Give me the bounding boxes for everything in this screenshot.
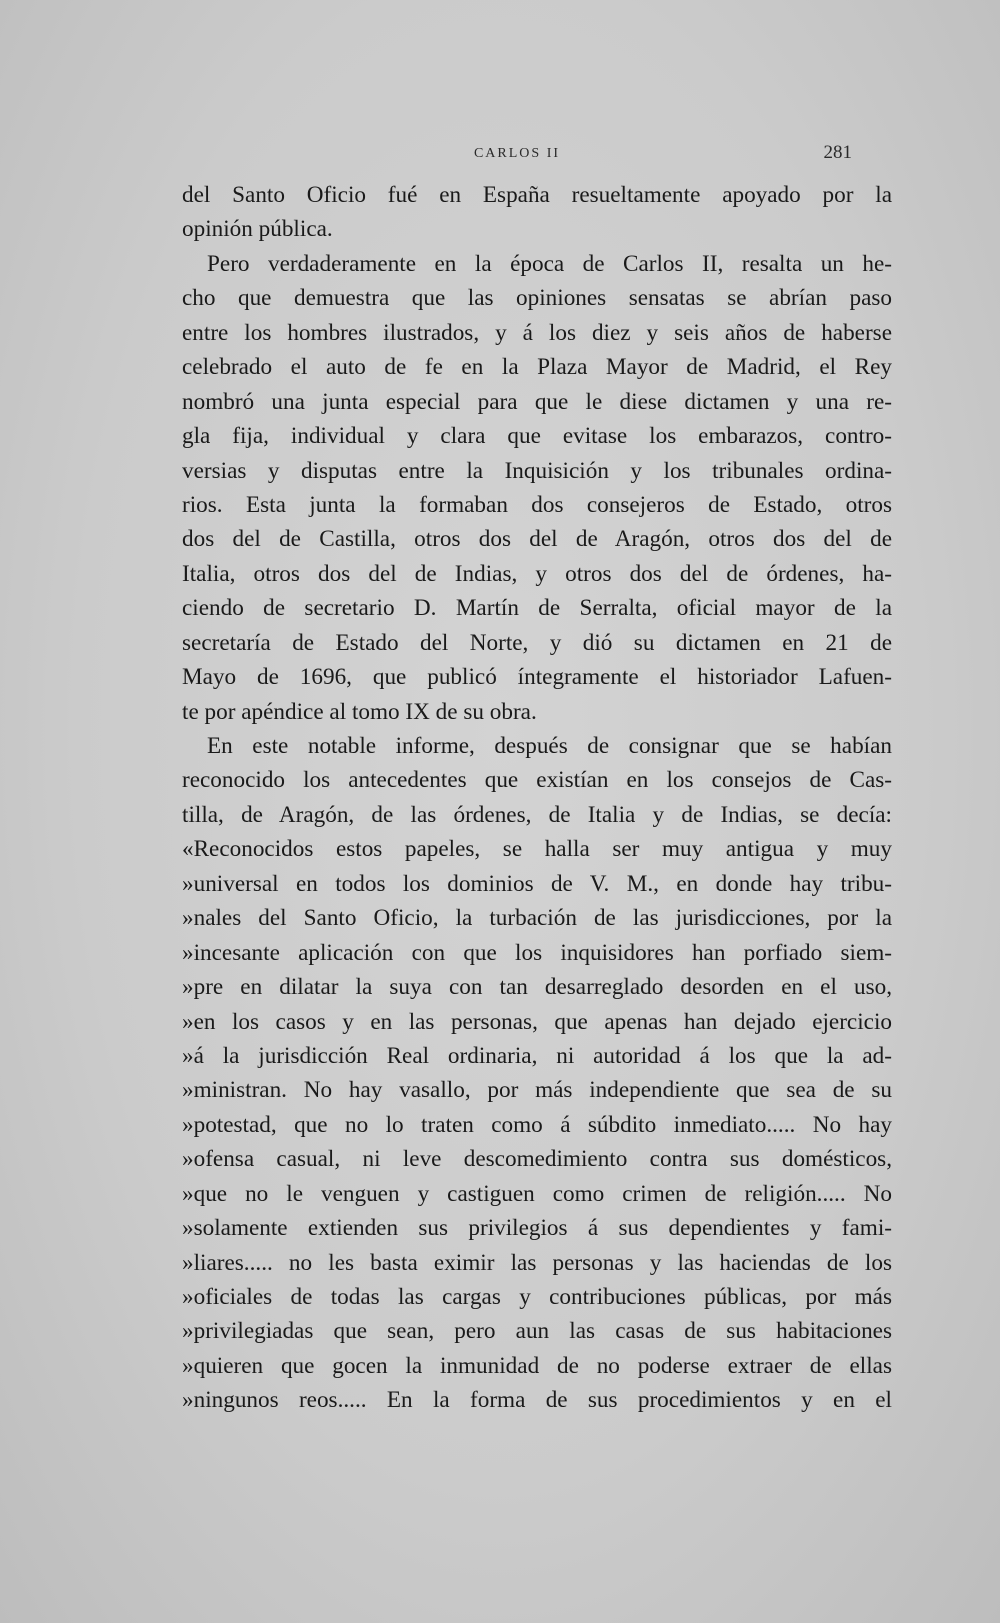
text-line: rios. Esta junta la formaban dos consejeros de Estado, otros bbox=[182, 491, 892, 518]
text-line: »ministran. No hay vasallo, por más independiente que sea de su bbox=[182, 1077, 892, 1104]
text-line: »nales del Santo Oficio, la turbación de las jurisdicciones, por la bbox=[182, 905, 892, 932]
text-line: »privilegiadas que sean, pero aun las casas de sus habitaciones bbox=[182, 1318, 892, 1345]
text-line: »que no le venguen y castiguen como crimen de religión..... No bbox=[182, 1180, 892, 1207]
text-line: En este notable informe, después de consignar que se habían bbox=[207, 733, 892, 759]
text-line: te por apéndice al tomo IX de su obra. bbox=[182, 698, 537, 725]
text-line: »ofensa casual, ni leve descomedimiento contra sus domésticos, bbox=[182, 1146, 892, 1173]
text-line: versias y disputas entre la Inquisición y los tribunales ordina- bbox=[182, 457, 892, 484]
text-line: del Santo Oficio fué en España resueltamente apoyado por la bbox=[182, 182, 892, 208]
body-text bbox=[182, 178, 892, 1418]
text-line: «Reconocidos estos papeles, se halla ser muy antigua y muy bbox=[182, 836, 892, 863]
text-line: »liares..... no les basta eximir las personas y las haciendas de los bbox=[182, 1249, 892, 1276]
text-line: »quieren que gocen la inmunidad de no poderse extraer de ellas bbox=[182, 1352, 892, 1379]
text-line: dos del de Castilla, otros dos del de Aragón, otros dos del de bbox=[182, 526, 892, 553]
text-line: »oficiales de todas las cargas y contribuciones públicas, por más bbox=[182, 1284, 892, 1310]
text-line: Pero verdaderamente en la época de Carlos II, resalta un he- bbox=[207, 250, 892, 277]
text-line: »universal en todos los dominios de V. M., en donde hay tribu- bbox=[182, 870, 892, 897]
page-header bbox=[182, 142, 852, 168]
text-line: »á la jurisdicción Real ordinaria, ni autoridad á los que la ad- bbox=[182, 1042, 892, 1069]
text-line: secretaría de Estado del Norte, y dió su dictamen en 21 de bbox=[182, 629, 892, 656]
text-line: »incesante aplicación con que los inquisidores han porfiado siem- bbox=[182, 939, 892, 966]
text-line: Italia, otros dos del de Indias, y otros dos del de órdenes, ha- bbox=[182, 560, 892, 587]
text-line: »pre en dilatar la suya con tan desarreglado desorden en el uso, bbox=[182, 974, 892, 1001]
running-title: CARLOS II bbox=[473, 146, 561, 161]
text-line: nombró una junta especial para que le diese dictamen y una re- bbox=[182, 388, 892, 415]
text-line: opinión pública. bbox=[182, 216, 333, 243]
text-line: reconocido los antecedentes que existían en los consejos de Cas- bbox=[182, 767, 892, 794]
text-line: gla fija, individual y clara que evitase los embarazos, contro- bbox=[182, 423, 892, 450]
text-line: »potestad, que no lo traten como á súbdito inmediato..... No hay bbox=[182, 1111, 892, 1138]
text-line: tilla, de Aragón, de las órdenes, de Italia y de Indias, se decía: bbox=[182, 801, 892, 828]
text-line: »en los casos y en las personas, que apenas han dejado ejercicio bbox=[182, 1008, 892, 1035]
text-line: Mayo de 1696, que publicó íntegramente el historiador Lafuen- bbox=[182, 664, 892, 691]
text-line: »solamente extienden sus privilegios á sus dependientes y fami- bbox=[182, 1215, 892, 1242]
text-line: cho que demuestra que las opiniones sensatas se abrían paso bbox=[182, 285, 892, 312]
text-line: entre los hombres ilustrados, y á los diez y seis años de haberse bbox=[182, 319, 892, 346]
text-line: »ningunos reos..... En la forma de sus procedimientos y en el bbox=[182, 1387, 892, 1414]
text-line: celebrado el auto de fe en la Plaza Mayor de Madrid, el Rey bbox=[182, 354, 892, 381]
text-line: ciendo de secretario D. Martín de Serralta, oficial mayor de la bbox=[182, 595, 892, 622]
page-number: 281 bbox=[823, 142, 852, 163]
